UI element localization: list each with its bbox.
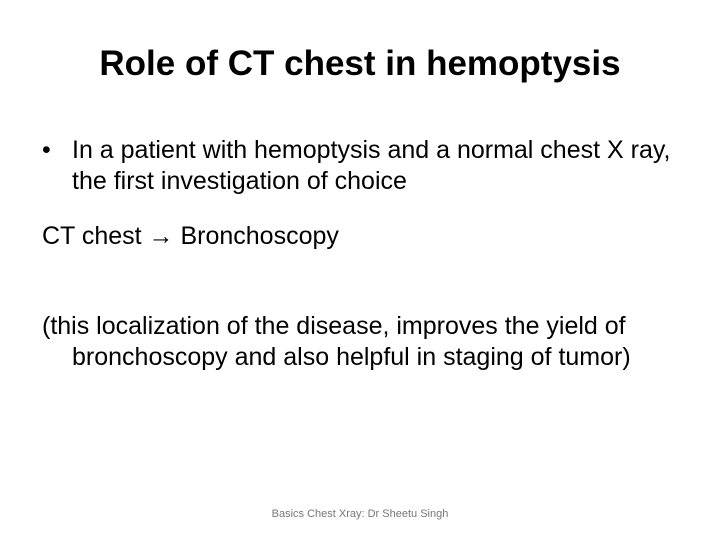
bullet-marker: • [42,136,51,164]
explanation-paragraph: (this localization of the disease, improves the yield of bronchoscopy and also helpful in staging of tumor) [42,312,631,371]
bullet-item [42,135,712,197]
ct-bronchoscopy-line: CT chest → Bronchoscopy [42,222,339,250]
slide-footer: Basics Chest Xray: Dr Sheetu Singh [271,508,449,520]
bullet-text: In a patient with hemoptysis and a normal chest X ray, the first investigation of choice [72,136,671,195]
slide-title: Role of CT chest in hemoptysis [99,44,621,83]
